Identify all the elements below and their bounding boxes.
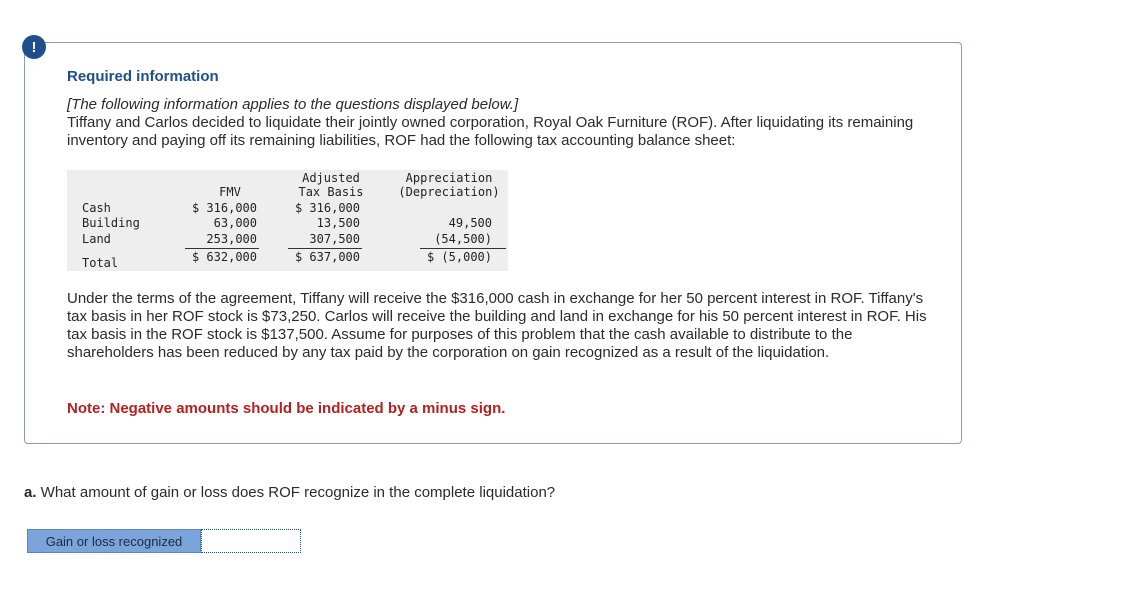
gain-loss-input[interactable]: [201, 529, 301, 553]
question-text: What amount of gain or loss does ROF recognize in the complete liquidation?: [36, 484, 556, 501]
building-basis: 13,500: [316, 216, 360, 230]
building-appreciation: 49,500: [448, 216, 492, 230]
question-a: [24, 484, 555, 501]
row-label-land: Land: [82, 232, 111, 246]
total-appreciation: $ (5,000): [426, 250, 492, 264]
header-adjusted-line2: Tax Basis: [298, 185, 364, 199]
land-basis: 307,500: [309, 232, 360, 246]
appreciation-underline: [420, 248, 506, 249]
building-fmv: 63,000: [213, 216, 257, 230]
gain-loss-label: Gain or loss recognized: [27, 529, 201, 553]
basis-underline: [288, 248, 362, 249]
total-basis: $ 637,000: [294, 250, 360, 264]
cash-basis: $ 316,000: [294, 201, 360, 215]
required-info-title: Required information: [67, 68, 219, 85]
intro-italic: [The following information applies to the questions displayed below.]: [67, 96, 519, 113]
row-label-building: Building: [82, 216, 140, 230]
land-appreciation: (54,500): [434, 232, 492, 246]
header-adjusted-line1: Adjusted: [302, 171, 360, 185]
problem-paragraph-2: Under the terms of the agreement, Tiffany will receive the $316,000 cash in exchange for her 50 percent interest in ROF. Tiffany's tax basis in her ROF stock is $73,250. Carlos will receive the building and land in exchange for his 50 percent interest in ROF. His tax basis in the ROF stock is $137,500. Assume for purposes of this problem that the cash available to distribute to the shareholders has been reduced by any tax paid by the corporation on gain recognized as a result of the liquidation.: [67, 290, 927, 361]
land-fmv: 253,000: [206, 232, 257, 246]
row-label-cash: Cash: [82, 201, 111, 215]
problem-paragraph-1: Tiffany and Carlos decided to liquidate their jointly owned corporation, Royal Oak Furniture (ROF). After liquidating its remaining inventory and paying off its remaining liabilities, ROF had the following tax accounting balance sheet:: [67, 114, 914, 149]
cash-fmv: $ 316,000: [191, 201, 257, 215]
header-fmv: FMV: [219, 185, 241, 199]
fmv-underline: [185, 248, 259, 249]
header-appreciation-line2: (Depreciation): [398, 185, 500, 199]
alert-icon: !: [22, 35, 46, 59]
negative-amount-note: Note: Negative amounts should be indicated by a minus sign.: [67, 400, 506, 417]
question-prefix: a.: [24, 484, 37, 501]
total-fmv: $ 632,000: [191, 250, 257, 264]
row-label-total: Total: [82, 256, 119, 270]
header-appreciation-line1: Appreciation: [405, 171, 493, 185]
